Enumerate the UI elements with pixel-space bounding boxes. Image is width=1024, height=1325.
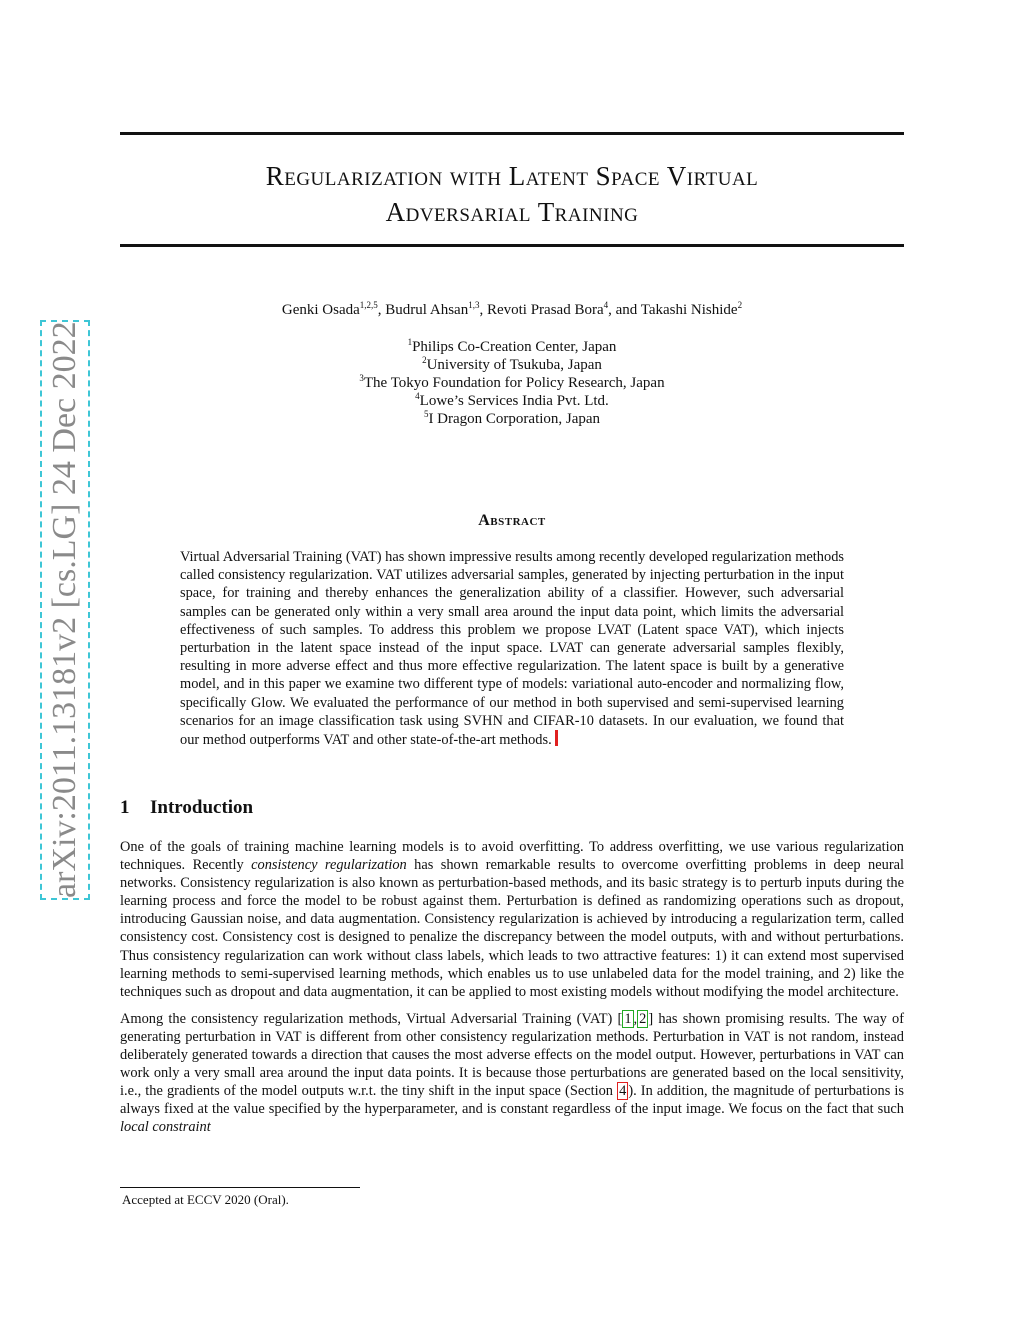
text-run: ,	[633, 1010, 638, 1027]
affiliation	[120, 338, 904, 356]
citation-link[interactable]: 1	[624, 1010, 632, 1027]
link-marker-icon[interactable]	[555, 730, 558, 746]
arxiv-side-stamp: arXiv:2011.13181v2 [cs.LG] 24 Dec 2022	[40, 320, 90, 900]
affiliation-text: Lowe’s Services India Pvt. Ltd.	[419, 393, 609, 409]
abstract-heading: Abstract	[478, 512, 546, 529]
affiliation-sup: 1	[407, 337, 413, 347]
affiliation	[120, 410, 904, 428]
paragraph	[120, 1010, 904, 1137]
affiliation-sup: 3	[359, 373, 364, 383]
text-run: ] has shown promising results. The way of generating perturbation in VAT is different from other consistency regularization methods. Perturbation in VAT is not random, instead deliberately generated towards a direction that causes the most adverse effects on the model output. However, perturbations in VAT can work only a very small area around the input data points. It is because those perturbations are generated based on the local sensitivity, i.e., the gradients of the model outputs w.r.t. the tiny shift in the input space (Section	[120, 1010, 904, 1100]
paper-title	[120, 158, 904, 230]
body-text	[120, 838, 904, 1146]
affiliation-text: University of Tsukuba, Japan	[426, 357, 602, 373]
section-title: Introduction	[150, 797, 254, 818]
footnote: Accepted at ECCV 2020 (Oral).	[122, 1192, 289, 1207]
author-affil-sup: 1,3	[468, 300, 480, 310]
top-rule	[120, 132, 904, 135]
affiliation	[120, 356, 904, 374]
affiliation	[120, 392, 904, 410]
section-number: 1	[120, 797, 130, 818]
author-name: , Budrul Ahsan	[377, 302, 469, 318]
emphasis: local constraint	[120, 1119, 211, 1136]
affiliation-sup: 4	[415, 391, 420, 401]
affiliation	[120, 374, 904, 392]
abstract-body: Virtual Adversarial Training (VAT) has shown impressive results among recently developed regularization methods called consistency regularization. VAT utilizes adversarial samples, generated by injecting perturbation in the input space, for training and thereby enhances the generalization ability of a classifier. However, such adversarial samples can be generated only within a very small area around the input data point, which limits the adversarial effectiveness of such samples. To address this problem we propose LVAT (Latent space VAT), which injects perturbation in the latent space instead of the input space. LVAT can generate adversarial samples flexibly, resulting in more adverse effect and thus more effective regularization. The latent space is built by a generative model, and in this paper we examine two different type of models: variational auto-encoder and normalizing flow, specifically Glow. We evaluated the performance of our method in both supervised and semi-supervised learning scenarios for an image classification task using SVHN and CIFAR-10 datasets. In our evaluation, we found that our method outperforms VAT and other state-of-the-art methods.	[180, 549, 844, 749]
affiliation-text: I Dragon Corporation, Japan	[428, 411, 601, 427]
bottom-title-rule	[120, 244, 904, 247]
abstract-text	[180, 548, 844, 749]
citation-link[interactable]: 2	[639, 1010, 647, 1027]
section-heading	[120, 797, 253, 819]
affiliation-sup: 2	[422, 355, 427, 365]
paragraph	[120, 838, 904, 1001]
section-ref-link[interactable]: 4	[619, 1083, 627, 1100]
title-line-1: Regularization with Latent Space Virtual	[265, 161, 759, 191]
author-name: Genki Osada	[281, 302, 360, 318]
affiliation-text: The Tokyo Foundation for Policy Research, Japan	[363, 375, 665, 391]
author-affil-sup: 4	[603, 300, 609, 310]
title-line-2: Adversarial Training	[385, 197, 639, 227]
affiliation-list	[120, 338, 904, 428]
affiliation-sup: 5	[423, 409, 429, 419]
author-name: , Revoti Prasad Bora	[479, 302, 604, 318]
author-affil-sup: 2	[737, 300, 743, 310]
author-list	[120, 300, 904, 320]
affiliation-text: Philips Co-Creation Center, Japan	[412, 339, 617, 355]
text-run: Among the consistency regularization methods, Virtual Adversarial Training (VAT) [	[120, 1010, 623, 1027]
emphasis: consistency regularization	[251, 857, 407, 874]
text-run: has shown remarkable results to overcome overfitting problems in deep neural networks. Consistency regularization is also known as perturbation-based methods, and its basic strategy is to perturb inputs during the learning process and force the model to be robust against them. Perturbation is defined as randomizing operations such as dropout, introducing Gaussian noise, and data augmentation. Consistency regularization is achieved by introducing a regularization term, called consistency cost. Consistency cost is designed to penalize the discrepancy between the model outputs, with and without perturbations. Thus consistency regularization can work without class labels, which leads to two attractive features: 1) it can extend most supervised learning methods to semi-supervised learning methods, which enables us to use unlabeled data for the model training, and 2) like the techniques such as dropout and data augmentation, it can be applied to most existing models without modifying the model architecture.	[120, 857, 904, 1000]
author-affil-sup: 1,2,5	[359, 300, 378, 310]
text-run: One of the goals of training machine learning models is to avoid overfitting. To address overfitting, we use various regularization techniques. Recently	[120, 839, 904, 874]
footnote-rule	[120, 1187, 360, 1188]
text-run: ). In addition, the magnitude of perturbations is always fixed at the value specified by the hyperparameter, and is constant regardless of the input image. We focus on the fact that such	[120, 1083, 904, 1118]
author-name: , and Takashi Nishide	[608, 302, 738, 318]
